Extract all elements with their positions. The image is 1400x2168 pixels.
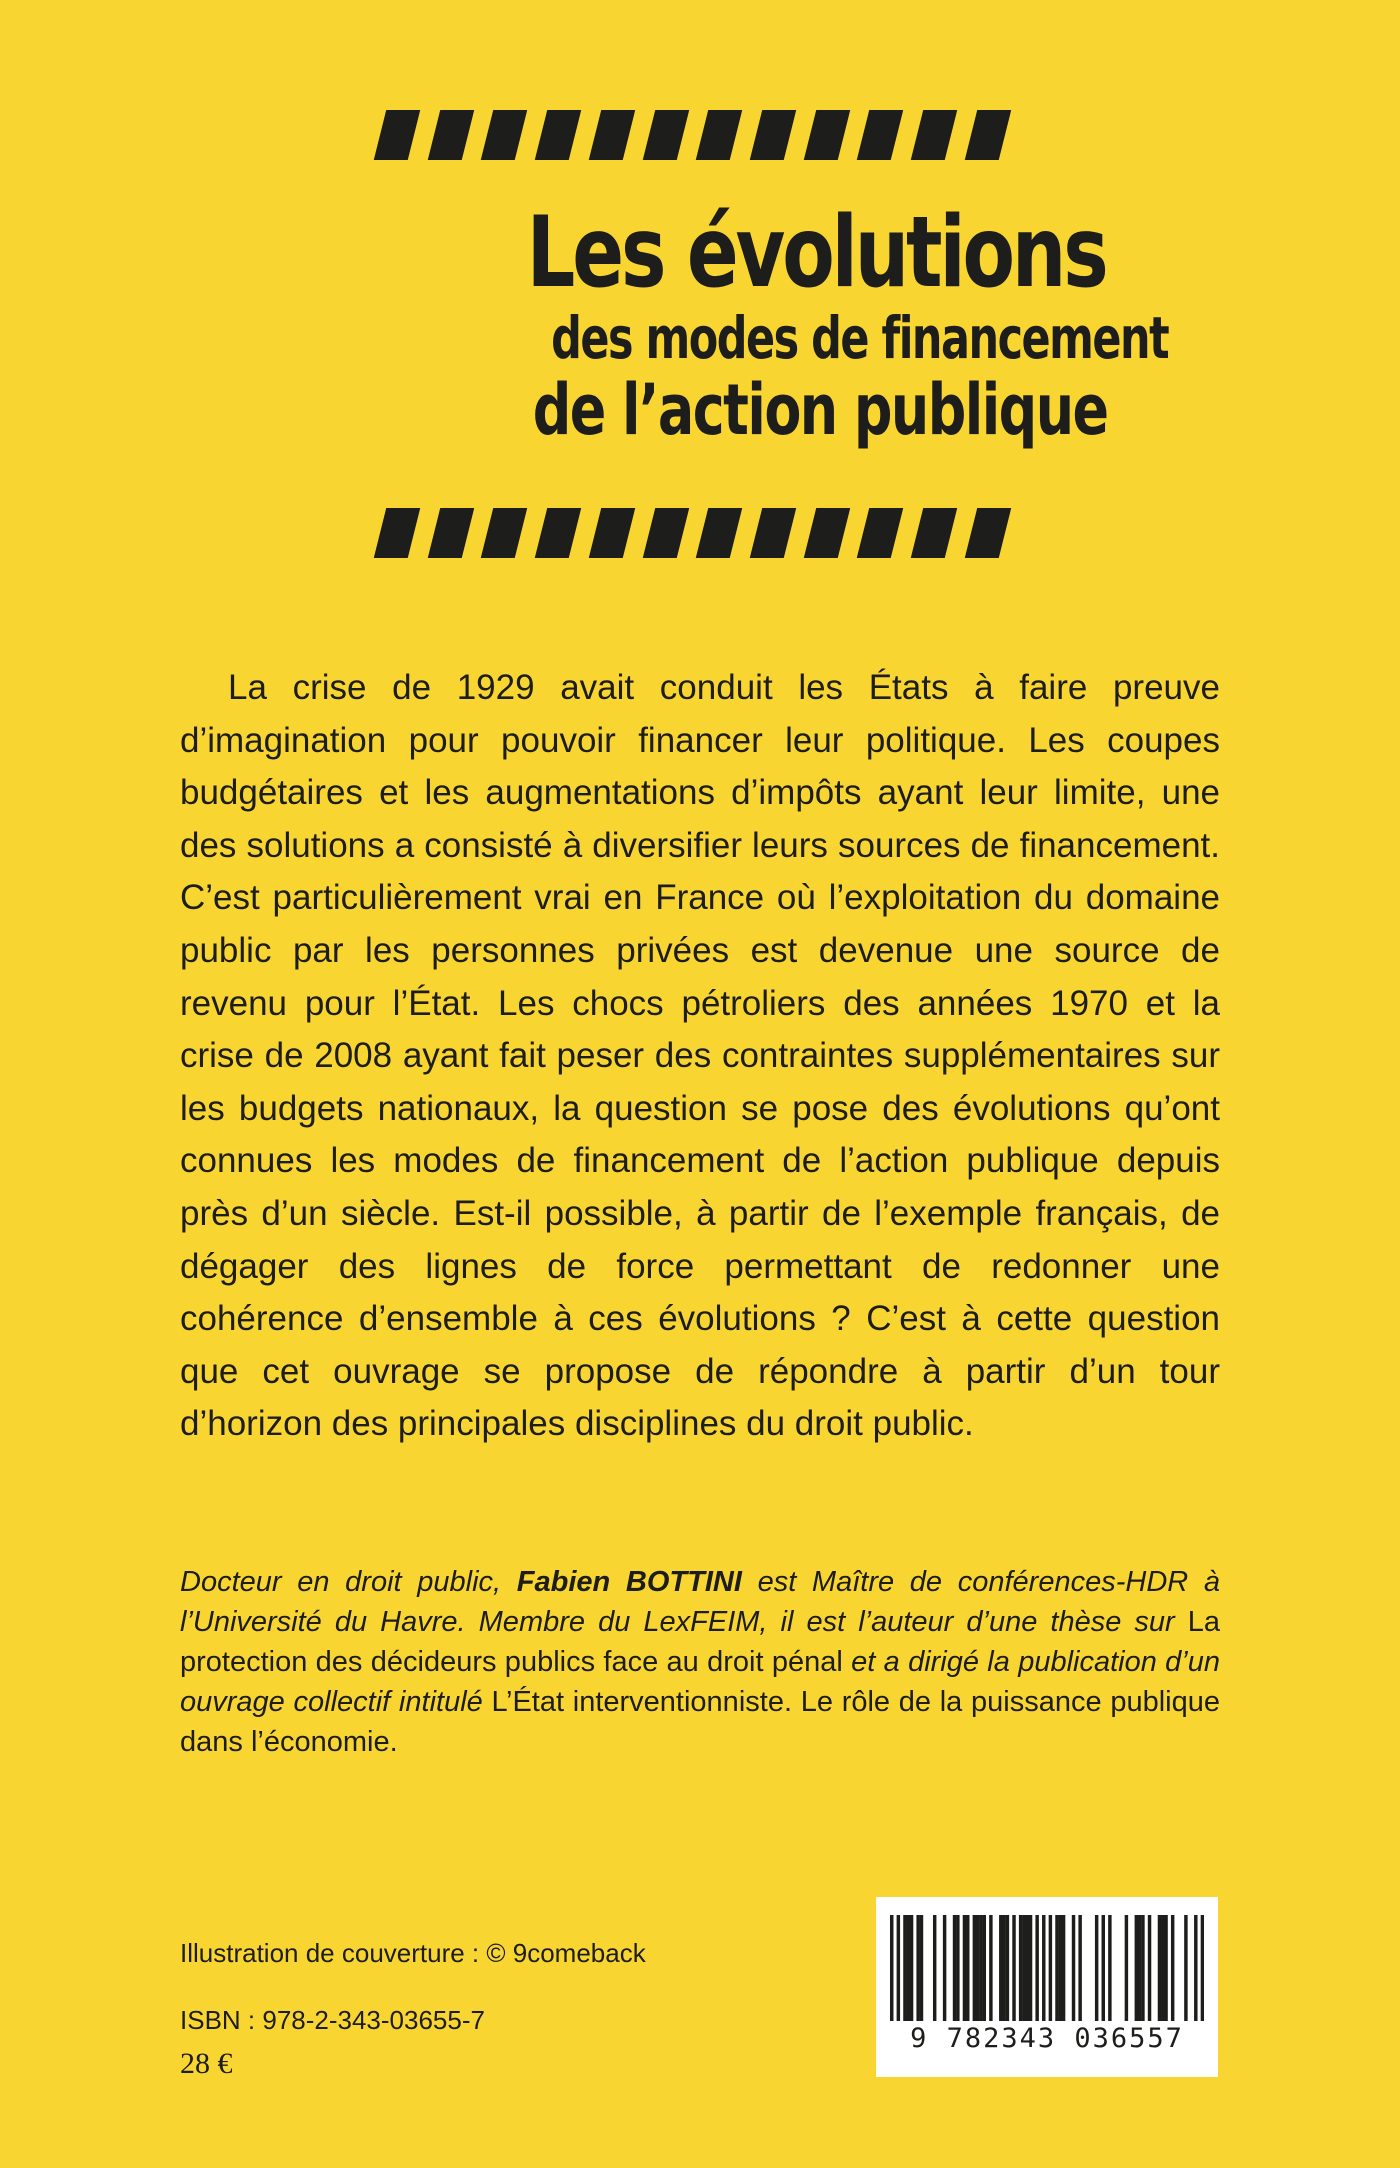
- barcode-bar: [1135, 1915, 1138, 2021]
- barcode-bar: [976, 1915, 979, 2021]
- hazard-stripe: [642, 508, 688, 558]
- bio-intro: Docteur en droit public,: [180, 1566, 517, 1598]
- book-title: [392, 196, 1169, 451]
- hazard-stripe: [804, 508, 850, 558]
- barcode-bar: [1072, 1915, 1075, 2021]
- hazard-stripe: [911, 110, 957, 160]
- barcode-bar: [1194, 1915, 1197, 2021]
- barcode-bar: [1029, 1915, 1032, 2021]
- barcode-bar: [1095, 1915, 1098, 2021]
- hazard-stripe: [535, 110, 581, 160]
- barcode-bar: [1158, 1915, 1161, 2021]
- hazard-stripe: [589, 508, 635, 558]
- barcode-bar: [1161, 1915, 1164, 2021]
- barcode-bar: [979, 1915, 982, 2021]
- bio-editor: et a dirigé la publication d’un ouvrage collectif intitulé: [180, 1646, 1221, 1718]
- hazard-stripe: [965, 508, 1011, 558]
- barcode: [876, 1897, 1218, 2077]
- barcode-bar: [920, 1915, 923, 2021]
- hazard-stripe: [427, 110, 473, 160]
- barcode-bar: [953, 1915, 956, 2021]
- blurb-paragraph: La crise de 1929 avait conduit les États à faire preuve d’imagination pour pouvoir financer leur politique. Les coupes budgétaires et les augmentations d’impôts ayant leur limite, une des solutions a consisté à diversifier leurs sources de financement. C’est particulièrement vrai en France où l’exploitation du domaine public par les personnes privées est devenue une source de revenu pour l’État. Les chocs pétroliers des années 1970 et la crise de 2008 ayant fait peser des contraintes supplémentaires sur les budgets nationaux, la question se pose des évolutions qu’ont connues les modes de financement de l’action publique depuis près d’un siècle. Est-il possible, à partir de l’exemple français, de dégager des lignes de force permettant de redonner une cohérence d’ensemble à ces évolutions ? C’est à cette question que cet ouvrage se propose de répondre à partir d’un tour d’horizon des principales disciplines du droit public.: [180, 668, 1220, 1444]
- barcode-bar: [1042, 1915, 1045, 2021]
- barcode-bar: [1049, 1915, 1052, 2021]
- barcode-bar: [1148, 1915, 1151, 2021]
- hazard-stripe: [857, 110, 903, 160]
- barcode-bar: [1026, 1915, 1029, 2021]
- isbn: ISBN : 978-2-343-03655-7: [180, 2005, 485, 2035]
- barcode-bar: [1059, 1915, 1062, 2021]
- barcode-bar: [1012, 1915, 1015, 2021]
- hazard-stripe: [965, 110, 1011, 160]
- collective-book-title: L’État interventionniste. Le rôle de la puissance publique dans l’économie.: [180, 1686, 1220, 1758]
- hazard-stripe: [857, 508, 903, 558]
- barcode-bar: [1171, 1915, 1174, 2021]
- barcode-bar: [890, 1915, 893, 2021]
- barcode-digits: 9 782343 036557: [910, 2023, 1184, 2054]
- illustration-credit: Illustration de couverture : © 9comeback: [180, 1938, 646, 1968]
- barcode-bar: [903, 1915, 906, 2021]
- barcode-bar: [1002, 1915, 1005, 2021]
- barcode-bar: [1184, 1915, 1187, 2021]
- hazard-stripe: [750, 110, 796, 160]
- barcode-bar: [1022, 1915, 1025, 2021]
- author-name: Fabien BOTTINI: [516, 1566, 742, 1598]
- thesis-title: La protection des décideurs publics face au droit pénal: [180, 1606, 1220, 1678]
- hazard-stripe: [427, 508, 473, 558]
- barcode-bar: [1201, 1915, 1204, 2021]
- barcode-bar: [1006, 1915, 1009, 2021]
- barcode-bar: [933, 1915, 936, 2021]
- barcode-bar: [983, 1915, 986, 2021]
- barcode-bar: [989, 1915, 992, 2021]
- barcode-bar: [897, 1915, 900, 2021]
- hazard-stripe: [804, 110, 850, 160]
- barcode-bar: [907, 1915, 910, 2021]
- hazard-stripe: [481, 508, 527, 558]
- hazard-stripe: [481, 110, 527, 160]
- barcode-bar: [943, 1915, 946, 2021]
- barcode-bar: [910, 1915, 913, 2021]
- hazard-stripe: [374, 110, 420, 160]
- barcode-bar: [1164, 1915, 1167, 2021]
- barcode-bar: [956, 1915, 959, 2021]
- hazard-stripe: [589, 110, 635, 160]
- barcode-bar: [1125, 1915, 1128, 2021]
- hazard-stripe: [911, 508, 957, 558]
- barcode-bar: [916, 1915, 919, 2021]
- barcode-bar: [1062, 1915, 1065, 2021]
- barcode-bar: [963, 1915, 966, 2021]
- hazard-stripe: [535, 508, 581, 558]
- bio-role: est Maître de conférences-HDR à l’Université du Havre. Membre du LexFEIM, il est l’auteur d’une thèse sur: [180, 1566, 1221, 1638]
- barcode-bar: [999, 1915, 1002, 2021]
- barcode-bar: [1138, 1915, 1141, 2021]
- hazard-stripe: [374, 508, 420, 558]
- barcode-bars: [890, 1915, 1204, 2021]
- barcode-bar: [1035, 1915, 1038, 2021]
- title-line-3: de l’action publique: [532, 369, 1108, 451]
- barcode-bar: [1019, 1915, 1022, 2021]
- hazard-stripe: [696, 110, 742, 160]
- price: 28 €: [180, 2047, 233, 2080]
- hazard-stripes-top: [380, 110, 1005, 160]
- barcode-bar: [1055, 1915, 1058, 2021]
- barcode-bar: [1102, 1915, 1105, 2021]
- title-line-2: des modes de financement: [551, 304, 1169, 372]
- hazard-stripe: [750, 508, 796, 558]
- barcode-bar: [966, 1915, 969, 2021]
- title-main: Les évolutions: [526, 196, 1106, 310]
- author-bio: [180, 1562, 1220, 1762]
- hazard-stripe: [696, 508, 742, 558]
- barcode-bar: [973, 1915, 976, 2021]
- barcode-bar: [1141, 1915, 1144, 2021]
- barcode-bar: [1108, 1915, 1111, 2021]
- barcode-bar: [1078, 1915, 1081, 2021]
- hazard-stripe: [642, 110, 688, 160]
- hazard-stripes-bottom: [380, 508, 1005, 558]
